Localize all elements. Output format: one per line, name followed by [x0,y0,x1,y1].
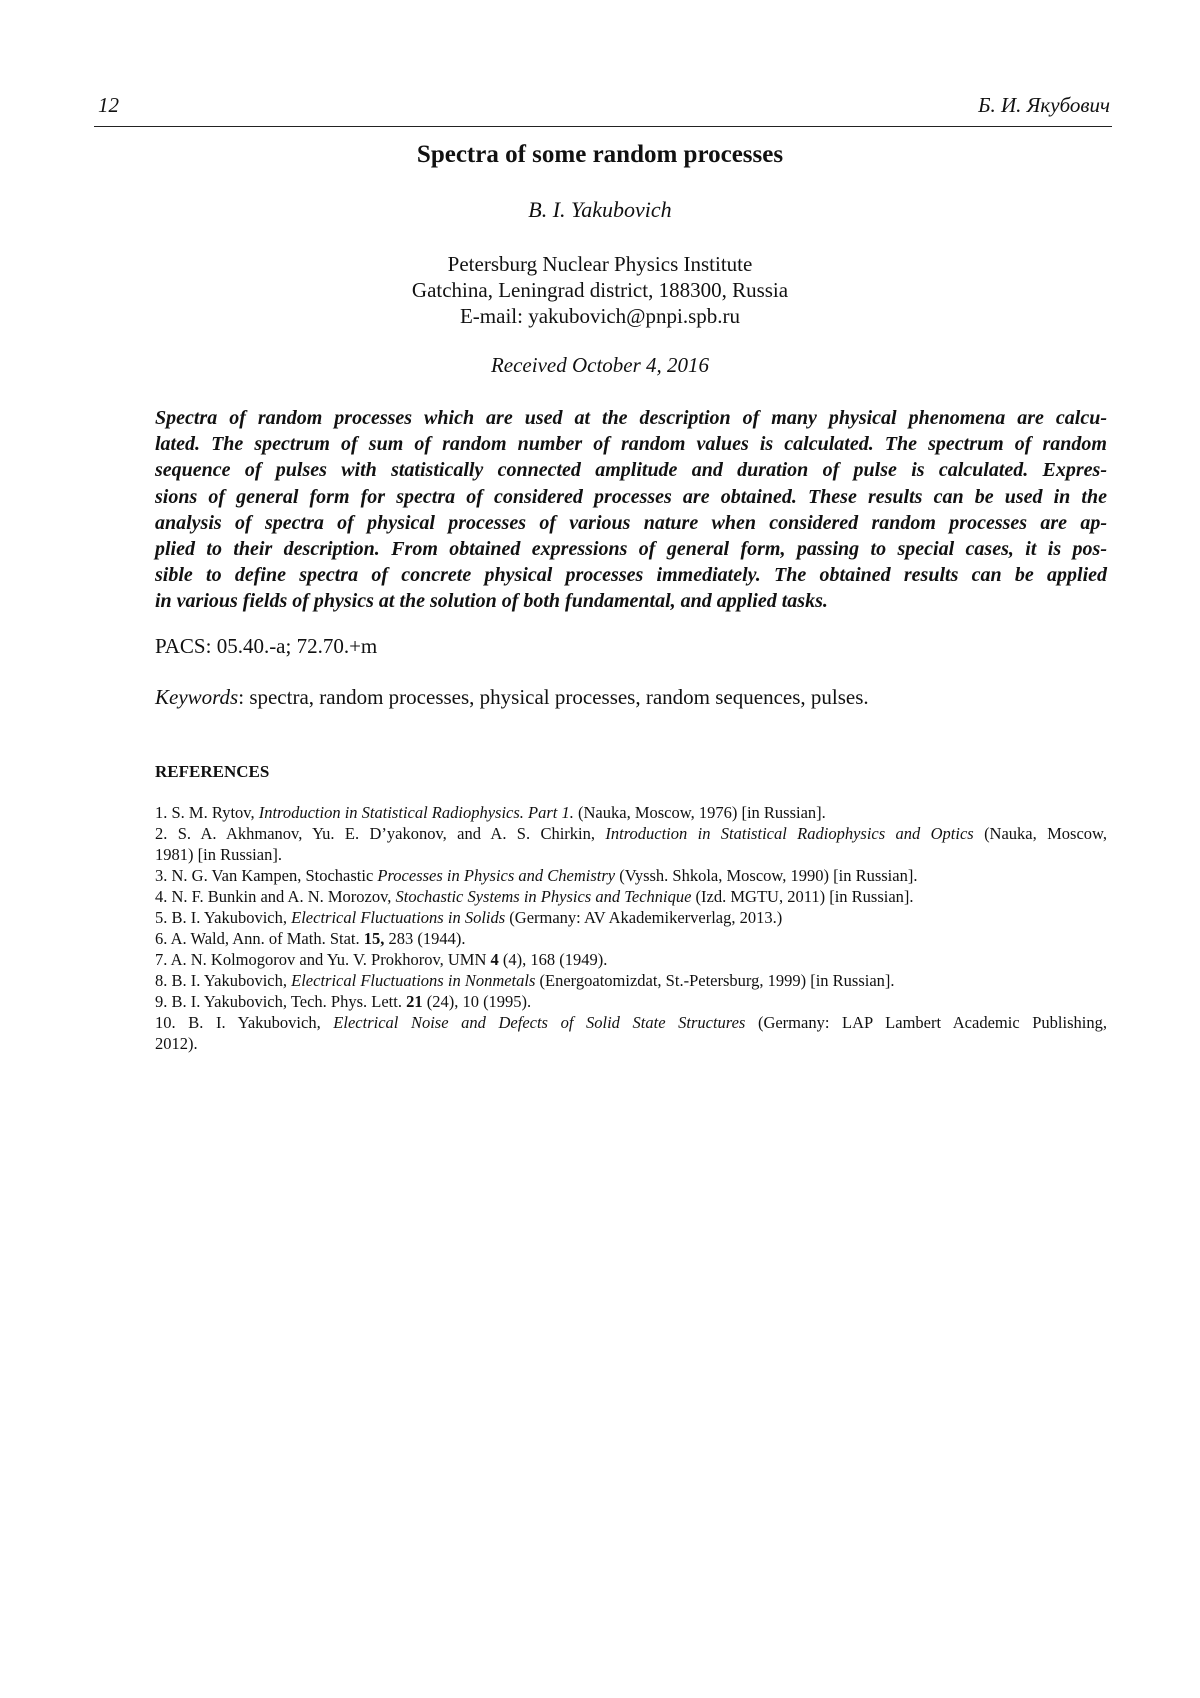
reference-item: 6. A. Wald, Ann. of Math. Stat. 15, 283 (1944). [155,929,466,948]
address: Gatchina, Leningrad district, 188300, Russia [411,278,789,302]
email: E-mail: yakubovich@pnpi.spb.ru [459,304,741,328]
reference-item: 3. N. G. Van Kampen, Stochastic Processes in Physics and Chemistry (Vyssh. Shkola, Moscow, 1990) [in Russian]. [155,866,918,885]
institute: Petersburg Nuclear Physics Institute [447,252,753,276]
reference-item: 8. B. I. Yakubovich, Electrical Fluctuations in Nonmetals (Energoatomizdat, St.-Petersburg, 1999) [in Russian]. [155,971,895,990]
author-name: B. I. Yakubovich [528,197,672,222]
abstract-line: Spectra of random processes which are used at the description of many physical phenomena are calcu- [155,407,1107,429]
abstract-line: lated. The spectrum of sum of random number of random values is calculated. The spectrum of random [155,433,1107,456]
affiliation [0,251,1200,329]
reference-item: 10. B. I. Yakubovich, Electrical Noise and Defects of Solid State Structures (Germany: LAP Lambert Academic Publishing, 2012). [155,1013,1107,1053]
abstract-line: in various fields of physics at the solution of both fundamental, and applied tasks. [155,590,828,613]
reference-item: 1. S. M. Rytov, Introduction in Statistical Radiophysics. Part 1. (Nauka, Moscow, 1976) [in Russian]. [155,803,826,822]
abstract [155,405,1107,615]
keywords-label: Keywords [155,685,239,709]
keywords [155,684,869,710]
reference-item: 7. A. N. Kolmogorov and Yu. V. Prokhorov, UMN 4 (4), 168 (1949). [155,950,608,969]
abstract-line: sions of general form for spectra of considered processes are obtained. These results can be used in the [155,485,1107,508]
received-date: Received October 4, 2016 [490,353,710,377]
running-author: Б. И. Якубович [978,93,1110,117]
abstract-line: plied to their description. From obtained expressions of general form, passing to special cases, it is pos- [155,538,1107,561]
header-rule [94,126,1112,127]
references-list [155,802,1107,1054]
reference-item: 5. B. I. Yakubovich, Electrical Fluctuations in Solids (Germany: AV Akademikerverlag, 2013.) [155,908,783,927]
references-heading: REFERENCES [155,762,270,781]
abstract-line: analysis of spectra of physical processes of various nature when considered random processes are ap- [155,511,1107,534]
abstract-line: sible to define spectra of concrete physical processes immediately. The obtained results can be applied [155,564,1107,587]
keywords-text: : spectra, random processes, physical processes, random sequences, pulses. [238,685,869,709]
abstract-line: sequence of pulses with statistically connected amplitude and duration of pulse is calculated. Expres- [155,459,1107,482]
reference-item: 9. B. I. Yakubovich, Tech. Phys. Lett. 21 (24), 10 (1995). [155,992,532,1011]
reference-item: 2. S. A. Akhmanov, Yu. E. D’yakonov, and A. S. Chirkin, Introduction in Statistical Radiophysics and Optics (Nauka, Moscow, 1981) [in Russian]. [155,824,1107,864]
reference-item: 4. N. F. Bunkin and A. N. Morozov, Stochastic Systems in Physics and Technique (Izd. MGTU, 2011) [in Russian]. [155,887,914,906]
pacs-codes: PACS: 05.40.-a; 72.70.+m [155,634,378,658]
paper-title: Spectra of some random processes [416,141,784,168]
page-number: 12 [98,93,119,117]
